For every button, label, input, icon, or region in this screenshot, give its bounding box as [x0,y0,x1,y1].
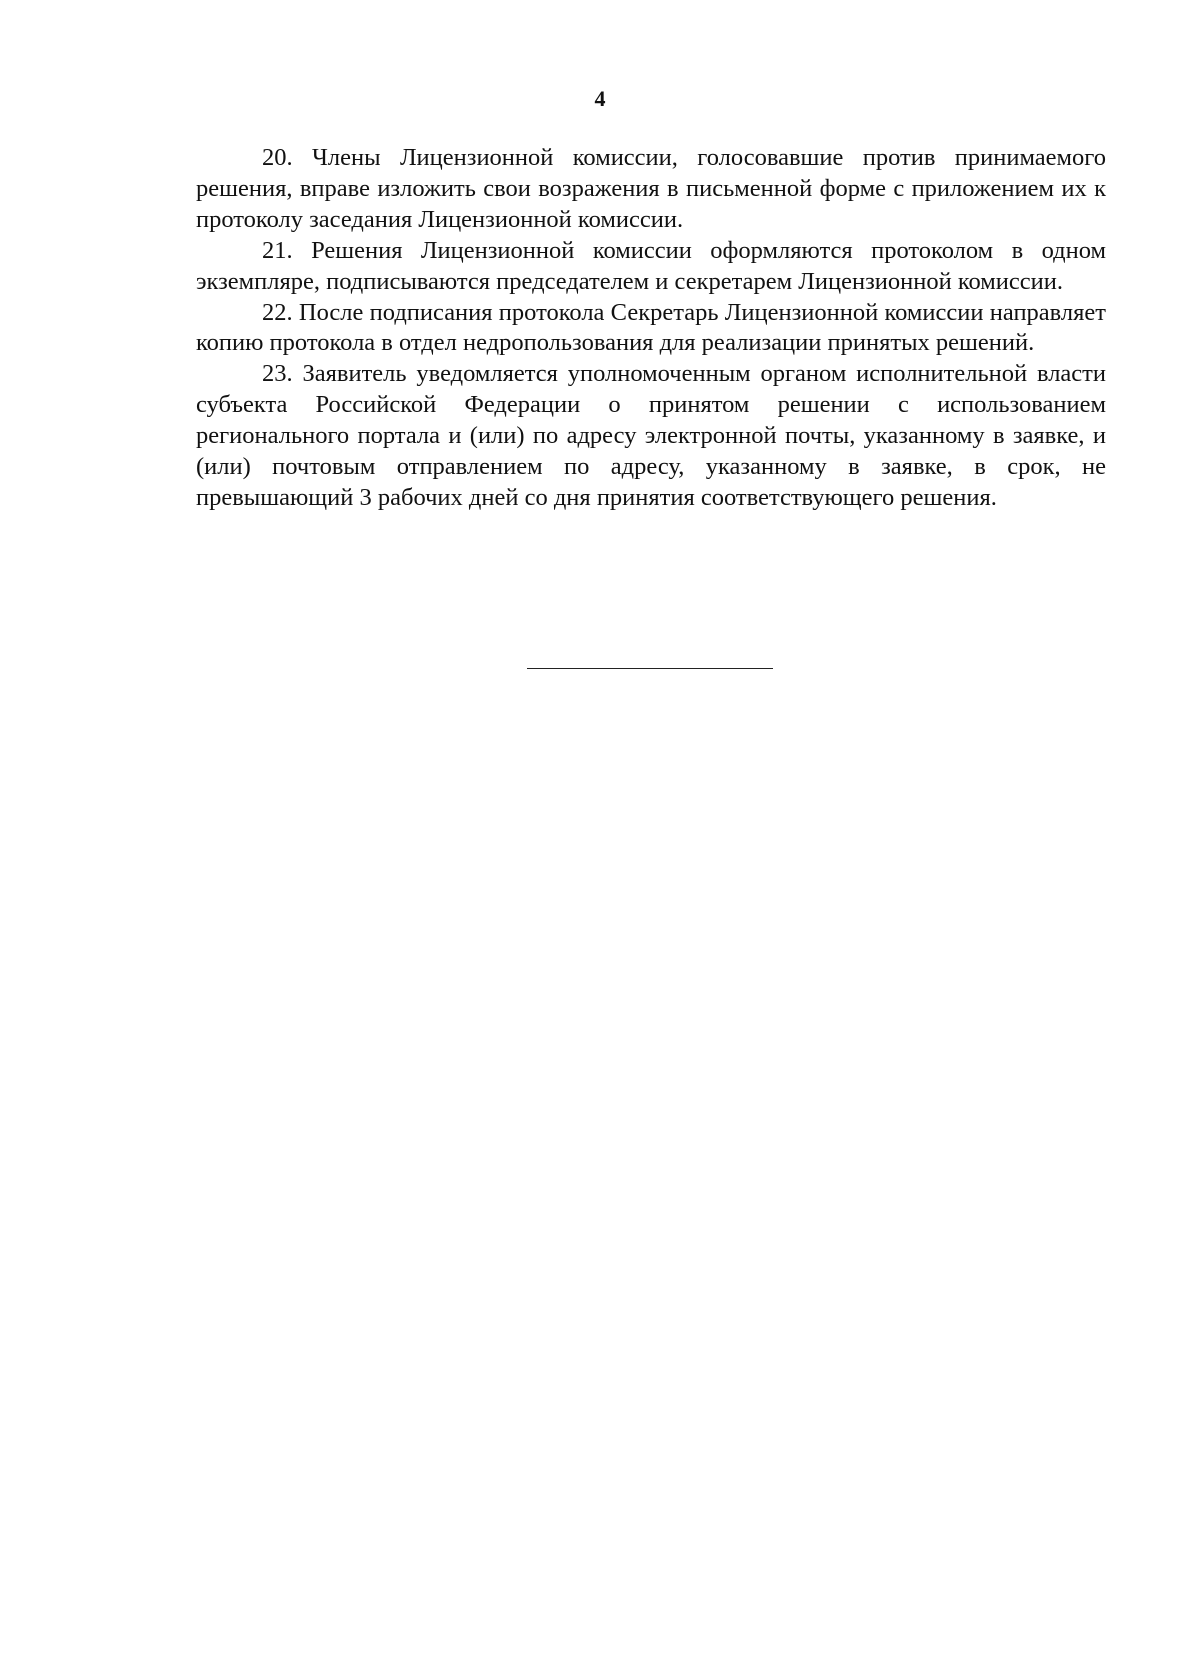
paragraph-21: 21. Решения Лицензионной комиссии оформляются протоколом в одном экземпляре, подписываются председателем и секретарем Лицензионной комиссии. [196,236,1106,295]
document-body [196,143,1106,514]
page-number: 4 [594,86,606,111]
paragraph-20: 20. Члены Лицензионной комиссии, голосовавшие против принимаемого решения, вправе изложить свои возражения в письменной форме с приложением их к протоколу заседания Лицензионной комиссии. [196,144,1106,233]
paragraph-22: 22. После подписания протокола Секретарь Лицензионной комиссии направляет копию протокола в отдел недропользования для реализации принятых решений. [196,298,1106,357]
end-of-text-rule [527,668,773,669]
paragraph-23: 23. Заявитель уведомляется уполномоченным органом исполнительной власти субъекта Российской Федерации о принятом решении с использованием регионального портала и (или) по адресу электронной почты, указанному в заявке, и (или) почтовым отправлением по адресу, указанному в заявке, в срок, не превышающий 3 рабочих дней со дня принятия соответствующего решения. [196,360,1106,511]
